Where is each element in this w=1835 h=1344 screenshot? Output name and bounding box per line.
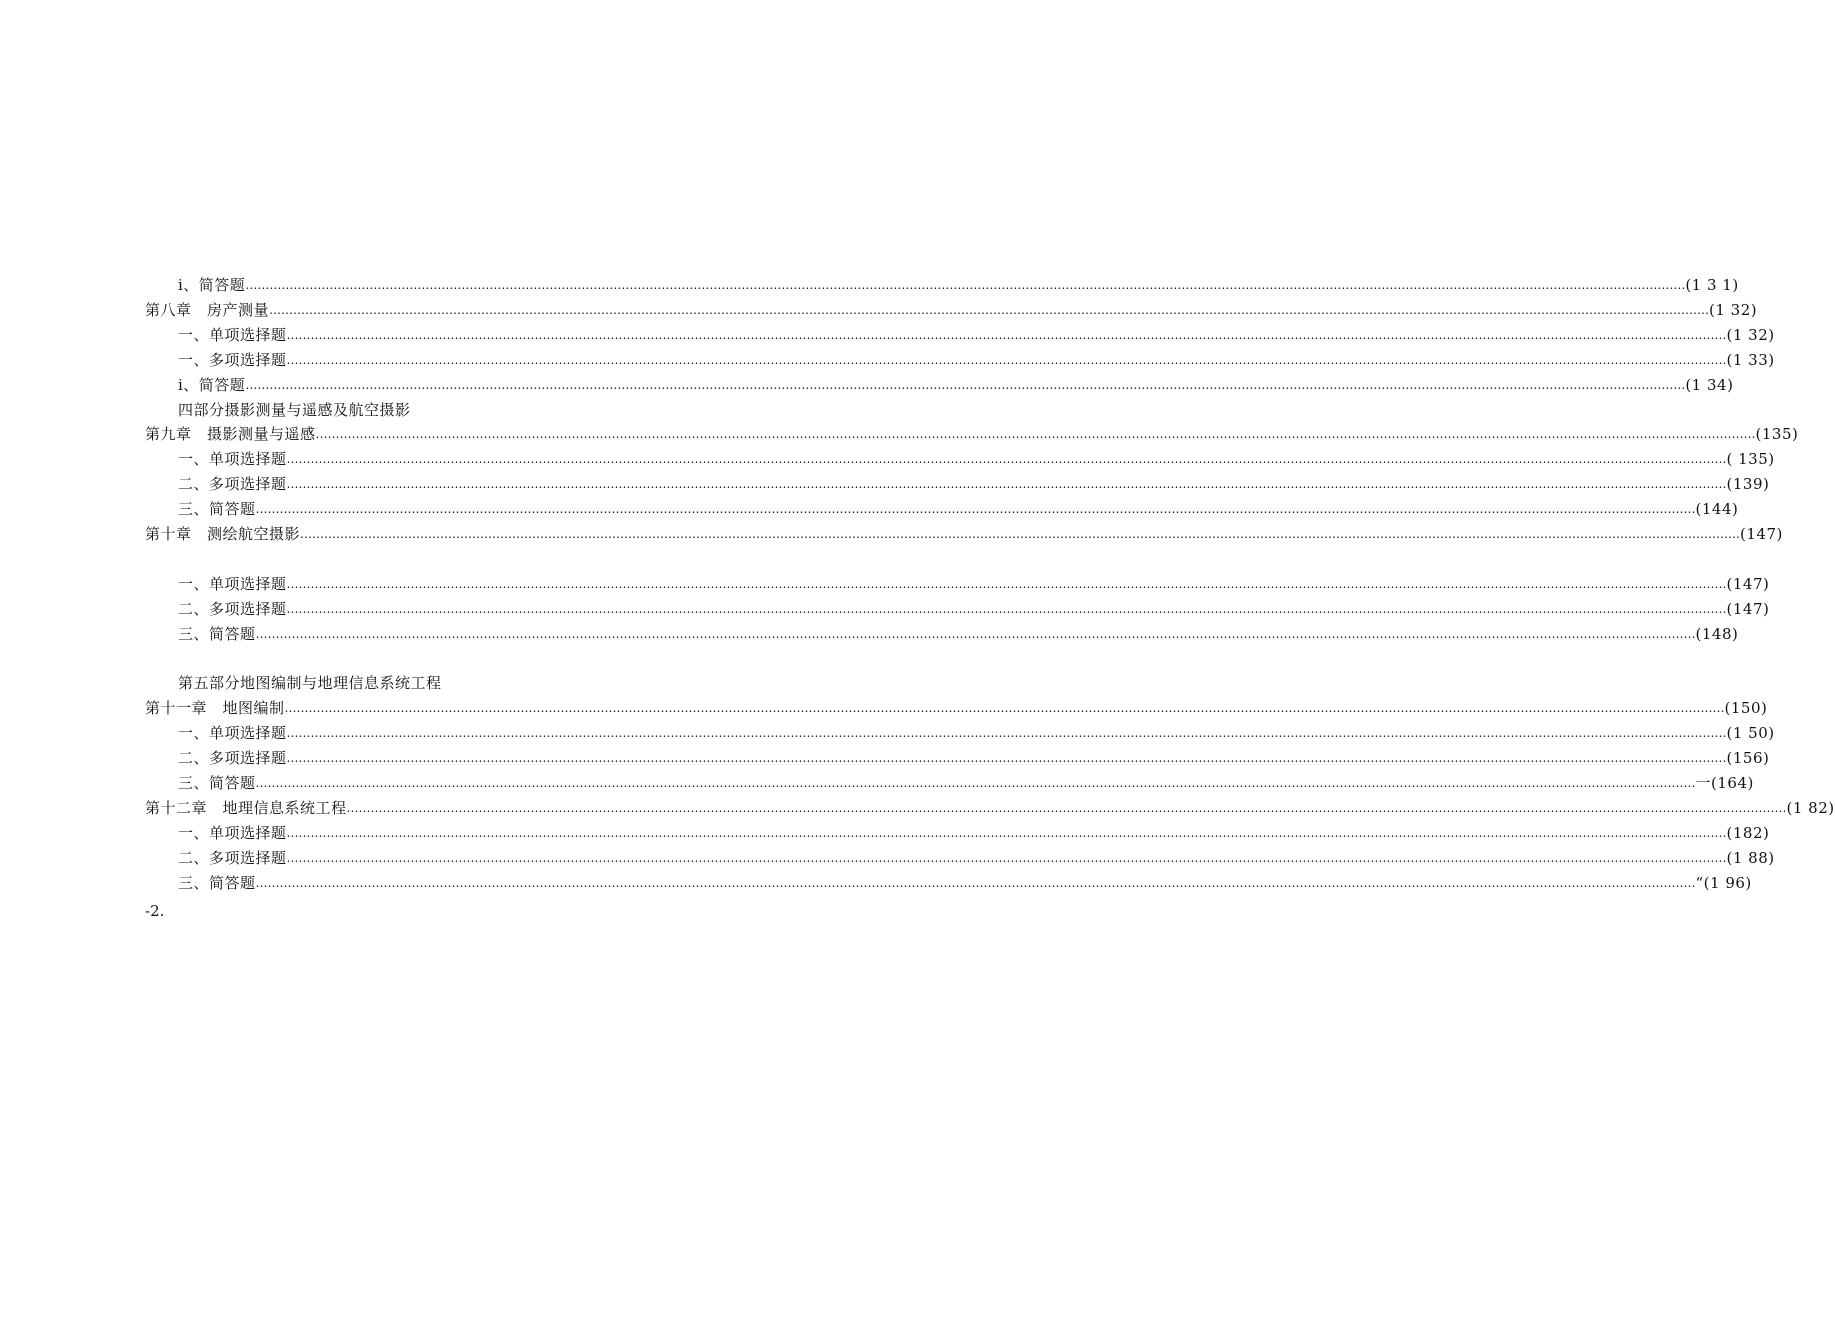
dot-leader: ……………………………………………………………………………………………………………………………………………………………………………………………………………………………………………………………………………………………………………………………… <box>315 427 1756 441</box>
toc-section-entry[interactable] <box>178 374 1734 396</box>
dot-leader: ……………………………………………………………………………………………………………………………………………………………………………………………………………………………………………………………………………………………………………………………… <box>245 278 1686 292</box>
toc-entry-label: i、简答题 <box>178 276 246 294</box>
toc-section-entry[interactable] <box>178 573 1770 595</box>
toc-page-number: (148) <box>1695 625 1739 643</box>
toc-chapter-entry[interactable] <box>145 523 1783 545</box>
toc-page-number: (139) <box>1726 475 1770 493</box>
toc-entry-label: 一、单项选择题 <box>178 575 287 593</box>
toc-entry-label: 三、简答题 <box>178 874 256 892</box>
toc-section-entry[interactable] <box>178 623 1739 645</box>
toc-entry-label: 一、单项选择题 <box>178 326 287 344</box>
toc-page-number: (1 32) <box>1726 326 1775 344</box>
toc-entry-label: 二、多项选择题 <box>178 600 287 618</box>
toc-page-number: (156) <box>1726 749 1770 767</box>
toc-entry-label: 一、单项选择题 <box>178 450 287 468</box>
dot-leader: ……………………………………………………………………………………………………………………………………………………………………………………………………………………………………………………………………………………………………………………………… <box>286 452 1727 466</box>
page-number-footer: -2. <box>145 902 165 920</box>
toc-entry-label: 第九章 摄影测量与遥感 <box>145 425 316 443</box>
dot-leader: ……………………………………………………………………………………………………………………………………………………………………………………………………………………………………………………………………………………………………………………………… <box>346 801 1787 815</box>
dot-leader: ……………………………………………………………………………………………………………………………………………………………………………………………………………………………………………………………………………………………………………………………… <box>300 527 1741 541</box>
dot-leader: ……………………………………………………………………………………………………………………………………………………………………………………………………………………………………………………………………………………………………………………………… <box>286 826 1727 840</box>
toc-chapter-entry[interactable] <box>145 423 1799 445</box>
toc-page-number: ( 135) <box>1726 450 1775 468</box>
toc-section-entry[interactable] <box>178 349 1775 371</box>
toc-entry-label: 一、单项选择题 <box>178 824 287 842</box>
toc-section-entry[interactable] <box>178 598 1770 620</box>
dot-leader: ……………………………………………………………………………………………………………………………………………………………………………………………………………………………………………………………………………………………………………………………… <box>245 378 1686 392</box>
toc-page-number: (150) <box>1724 699 1768 717</box>
toc-entry-label: 二、多项选择题 <box>178 475 287 493</box>
toc-entry-label: 第十章 测绘航空摄影 <box>145 525 301 543</box>
toc-page-number: (1 34) <box>1685 376 1734 394</box>
toc-page-number: (147) <box>1726 575 1770 593</box>
toc-entry-label: 第八章 房产测量 <box>145 301 270 319</box>
toc-page-number: (1 82) <box>1786 799 1835 817</box>
toc-page-number: (147) <box>1726 600 1770 618</box>
dot-leader: ……………………………………………………………………………………………………………………………………………………………………………………………………………………………………………………………………………………………………………………………… <box>286 577 1727 591</box>
toc-entry-label: 三、简答题 <box>178 774 256 792</box>
toc-entry-label: 一、多项选择题 <box>178 351 287 369</box>
toc-section-entry[interactable] <box>178 274 1739 296</box>
toc-page-number: (135) <box>1755 425 1799 443</box>
toc-section-entry[interactable] <box>178 822 1770 844</box>
toc-page-number: (1 32) <box>1709 301 1758 319</box>
toc-page-number: (1 88) <box>1726 849 1775 867</box>
toc-entry-label: 二、多项选择题 <box>178 849 287 867</box>
toc-section-entry[interactable] <box>178 872 1752 894</box>
dot-leader: ……………………………………………………………………………………………………………………………………………………………………………………………………………………………………………………………………………………………………………………………… <box>284 701 1725 715</box>
toc-section-entry[interactable] <box>178 772 1754 794</box>
toc-section-entry[interactable] <box>178 324 1775 346</box>
dot-leader: ……………………………………………………………………………………………………………………………………………………………………………………………………………………………………………………………………………………………………………………………… <box>255 776 1696 790</box>
dot-leader: ……………………………………………………………………………………………………………………………………………………………………………………………………………………………………………………………………………………………………………………………… <box>286 751 1727 765</box>
toc-entry-label: 第十二章 地理信息系统工程 <box>145 799 347 817</box>
dot-leader: ……………………………………………………………………………………………………………………………………………………………………………………………………………………………………………………………………………………………………………………………… <box>286 726 1727 740</box>
toc-page-number: (1 50) <box>1726 724 1775 742</box>
toc-page-number: (144) <box>1695 500 1739 518</box>
dot-leader: ……………………………………………………………………………………………………………………………………………………………………………………………………………………………………………………………………………………………………………………………… <box>286 353 1727 367</box>
dot-leader: ……………………………………………………………………………………………………………………………………………………………………………………………………………………………………………………………………………………………………………………………… <box>286 477 1727 491</box>
dot-leader: ……………………………………………………………………………………………………………………………………………………………………………………………………………………………………………………………………………………………………………………………… <box>269 303 1710 317</box>
toc-section-entry[interactable] <box>178 847 1775 869</box>
toc-section-entry[interactable] <box>178 473 1770 495</box>
toc-entry-label: 二、多项选择题 <box>178 749 287 767</box>
part-heading: 四部分摄影测量与遥感及航空摄影 <box>178 401 411 419</box>
dot-leader: ……………………………………………………………………………………………………………………………………………………………………………………………………………………………………………………………………………………………………………………………… <box>286 328 1727 342</box>
toc-section-entry[interactable] <box>178 498 1739 520</box>
toc-page-number: (1 3 1) <box>1685 276 1739 294</box>
dot-leader: ……………………………………………………………………………………………………………………………………………………………………………………………………………………………………………………………………………………………………………………………… <box>255 502 1696 516</box>
dot-leader: ……………………………………………………………………………………………………………………………………………………………………………………………………………………………………………………………………………………………………………………………… <box>255 876 1696 890</box>
part-heading: 第五部分地图编制与地理信息系统工程 <box>178 674 442 692</box>
toc-section-entry[interactable] <box>178 722 1775 744</box>
toc-entry-label: 三、简答题 <box>178 500 256 518</box>
toc-entry-label: 三、简答题 <box>178 625 256 643</box>
toc-chapter-entry[interactable] <box>145 299 1758 321</box>
toc-section-entry[interactable] <box>178 448 1775 470</box>
toc-page-number: 一(164) <box>1695 774 1754 792</box>
toc-page-number: (1 33) <box>1726 351 1775 369</box>
toc-entry-label: i、简答题 <box>178 376 246 394</box>
dot-leader: ……………………………………………………………………………………………………………………………………………………………………………………………………………………………………………………………………………………………………………………………… <box>286 602 1727 616</box>
toc-entry-label: 第十一章 地图编制 <box>145 699 285 717</box>
toc-entry-label: 一、单项选择题 <box>178 724 287 742</box>
toc-page-number: “(1 96) <box>1695 874 1752 892</box>
toc-chapter-entry[interactable] <box>145 697 1768 719</box>
toc-section-entry[interactable] <box>178 747 1770 769</box>
dot-leader: ……………………………………………………………………………………………………………………………………………………………………………………………………………………………………………………………………………………………………………………………… <box>286 851 1727 865</box>
toc-page-number: (147) <box>1740 525 1783 543</box>
dot-leader: ……………………………………………………………………………………………………………………………………………………………………………………………………………………………………………………………………………………………………………………………… <box>255 627 1696 641</box>
toc-chapter-entry[interactable] <box>145 797 1835 819</box>
toc-page-number: (182) <box>1726 824 1770 842</box>
